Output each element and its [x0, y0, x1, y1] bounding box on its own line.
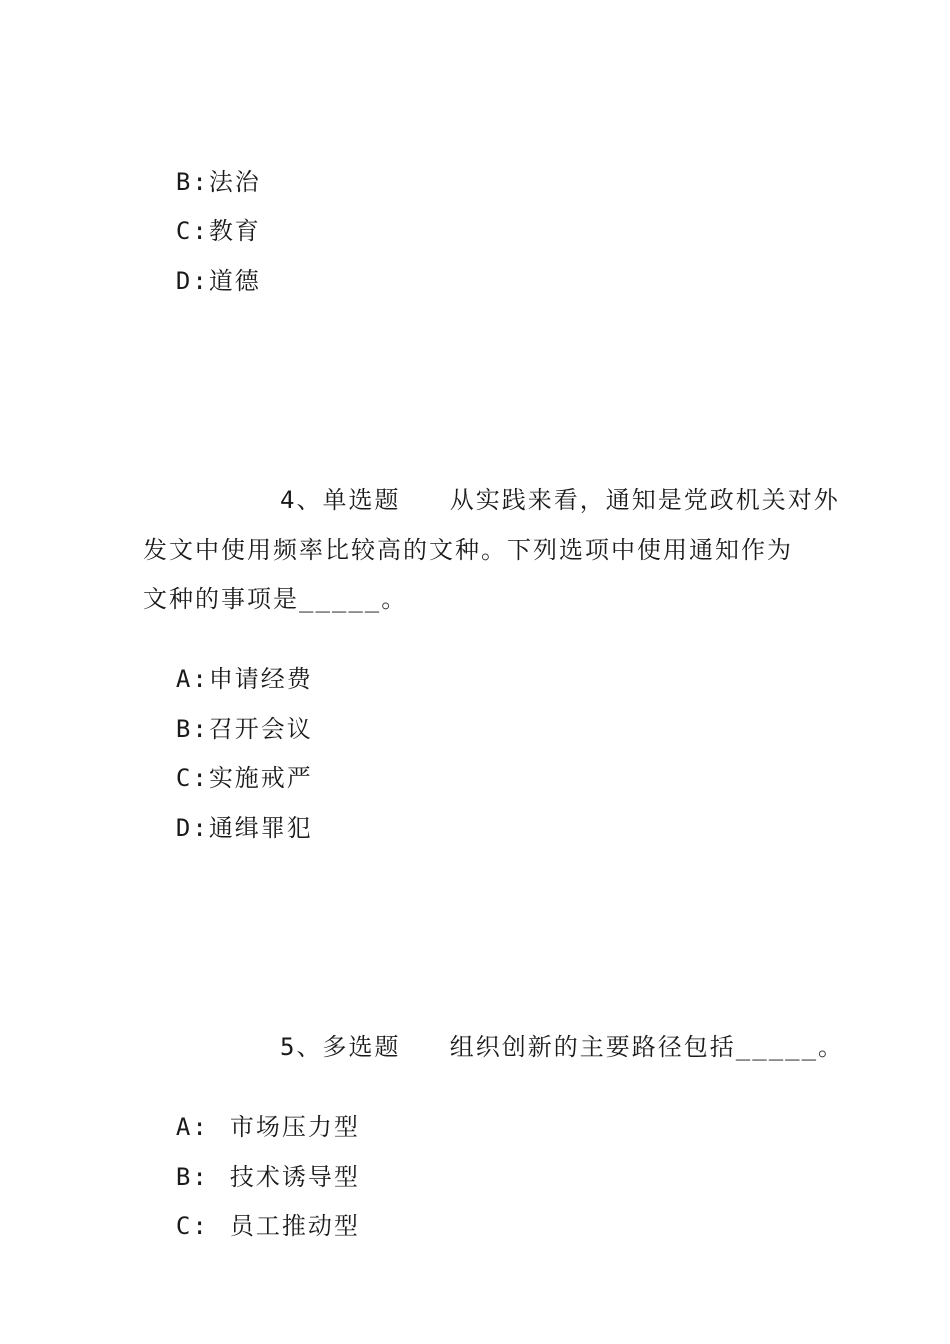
option-text: 通缉罪犯 — [208, 814, 313, 842]
option-letter: B: — [175, 1163, 209, 1191]
option-letter: D: — [175, 267, 209, 295]
option-letter: C: — [175, 217, 209, 245]
q4-question-line-3: 文种的事项是_____。 — [143, 585, 408, 613]
option-letter: D: — [175, 814, 209, 842]
option-letter: A: — [175, 665, 209, 693]
option-text: 召开会议 — [208, 715, 313, 743]
option-text: 技术诱导型 — [229, 1163, 360, 1191]
option-text: 市场压力型 — [229, 1113, 360, 1141]
option-letter: C: — [175, 1212, 209, 1240]
q4-option-d — [143, 783, 313, 843]
q5-option-c — [143, 1181, 360, 1241]
option-letter: A: — [175, 1113, 209, 1141]
q4-question-line-2: 发文中使用频率比较高的文种。下列选项中使用通知作为 — [143, 536, 793, 564]
option-letter: C: — [175, 764, 209, 792]
option-text: 员工推动型 — [229, 1212, 360, 1240]
option-text: 实施戒严 — [208, 764, 313, 792]
option-text: 道德 — [208, 267, 261, 295]
option-text: 申请经费 — [208, 665, 313, 693]
q3-option-d — [143, 236, 261, 296]
option-text: 法治 — [208, 168, 261, 196]
option-letter: B: — [175, 168, 209, 196]
q5-question-line-1: 5、多选题 组织创新的主要路径包括_____。 — [280, 1033, 845, 1061]
option-letter: B: — [175, 715, 209, 743]
q4-question-line-1: 4、单选题 从实践来看，通知是党政机关对外 — [280, 486, 840, 514]
option-text: 教育 — [208, 217, 261, 245]
